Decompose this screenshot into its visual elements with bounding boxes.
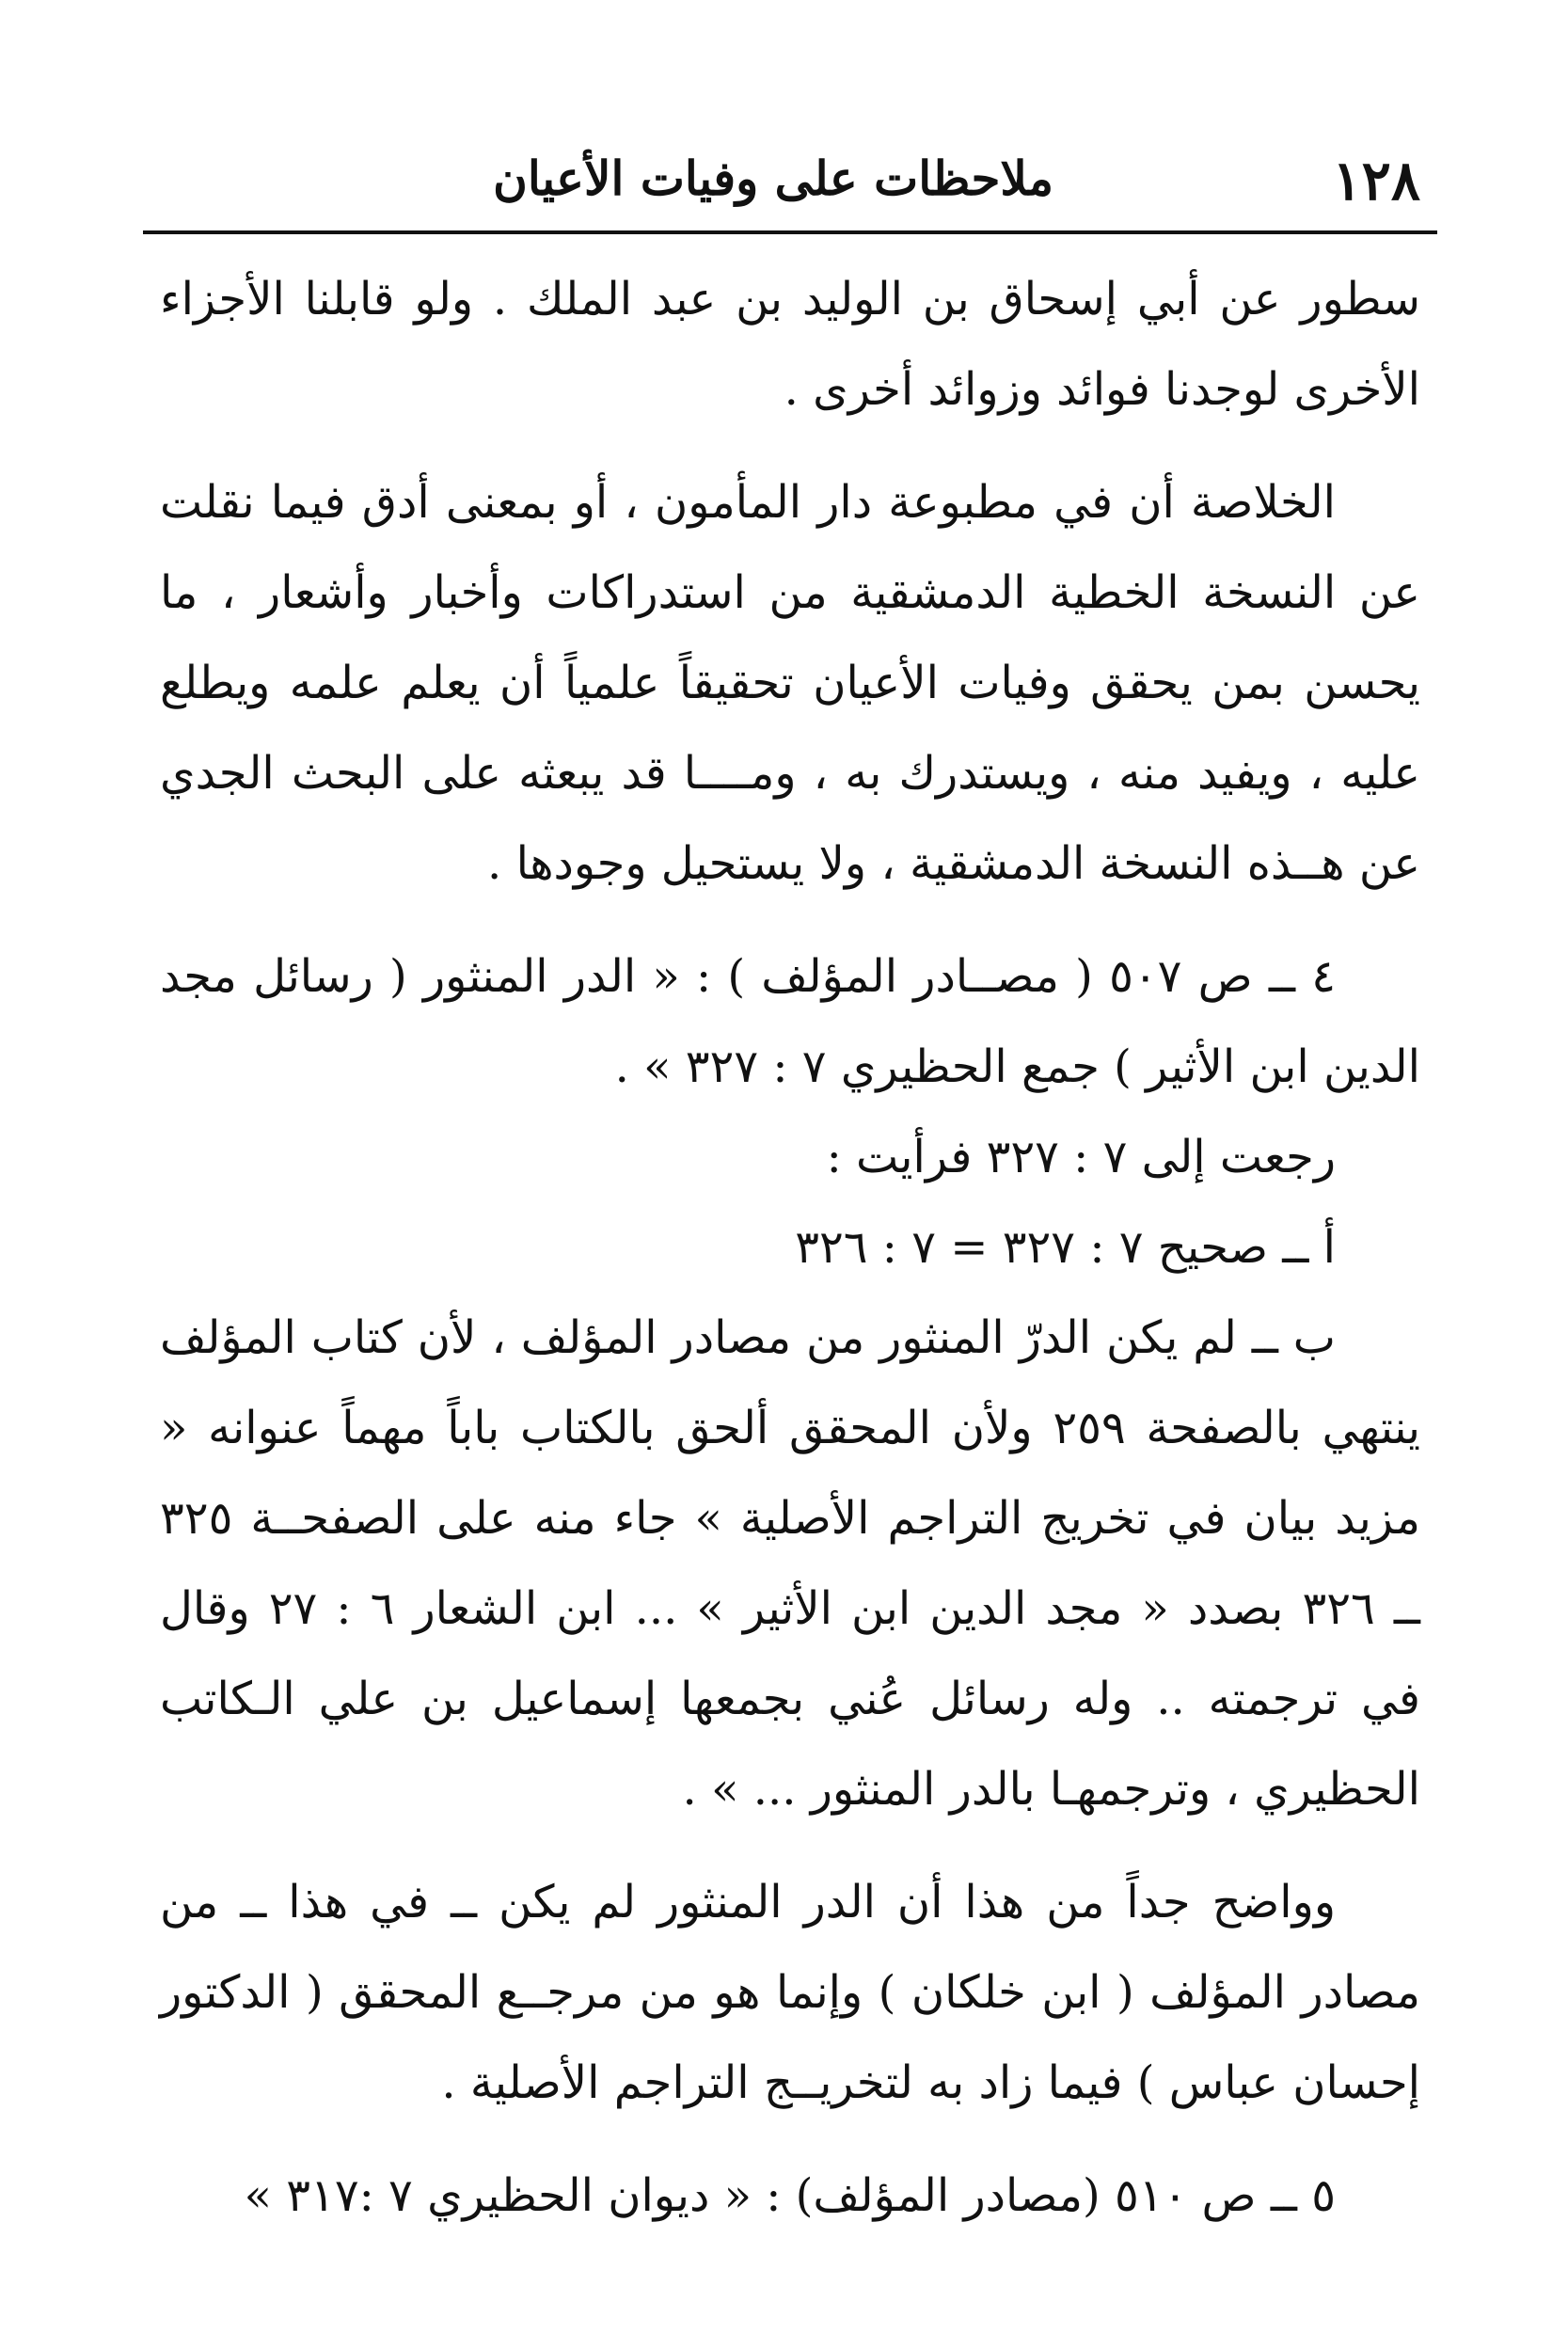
paragraph-checked: رجعت إلى ٧ : ٣٢٧ فرأيت : [826, 1131, 1336, 1183]
paragraph-note-5: ٥ ــ ص ٥١٠ (مصادر المؤلف) : « ديوان الحظيري ٧ :٣١٧ » [244, 2169, 1336, 2222]
book-page [160, 0, 1420, 2349]
page-body [160, 254, 1420, 2241]
paragraph-summary: الخلاصة أن في مطبوعة دار المأمون ، أو بمعنى أدق فيما نقلت عن النسخة الخطية الدمشقية من استدراكات وأخبار وأشعار ، ما يحسن بمن يحقق وفيات الأعيان تحقيقاً علمياً أن يعلم علمه ويطلع عليه ، ويفيد منه ، ويستدرك به ، ومــــا قد يبعثه على البحث الجدي عن هــذه النسخة الدمشقية ، ولا يستحيل وجودها . [160, 476, 1420, 890]
page-number: ١٢٨ [1332, 149, 1420, 213]
paragraph-note-4: ٤ ــ ص ٥٠٧ ( مصــادر المؤلف ) : « الدر المنثور ( رسائل مجد الدين ابن الأثير ) جمع الحظيري ٧ : ٣٢٧ » . [160, 950, 1420, 1093]
running-title: ملاحظات على وفيات الأعيان [493, 151, 1053, 206]
paragraph-conclusion: وواضح جداً من هذا أن الدر المنثور لم يكن ــ في هذا ــ من مصادر المؤلف ( ابن خلكان ) وإنما هو من مرجــع المحقق ( الدكتور إحسان عباس ) فيما زاد به لتخريــج التراجم الأصلية . [160, 1876, 1420, 2109]
paragraph-point-b: ب ــ لم يكن الدرّ المنثور من مصادر المؤلف ، لأن كتاب المؤلف ينتهي بالصفحة ٢٥٩ ولأن المحقق ألحق بالكتاب باباً مهماً عنوانه « مزيد بيان في تخريج التراجم الأصلية » جاء منه على الصفحــة ٣٢٥ ــ ٣٢٦ بصدد « مجد الدين ابن الأثير » ... ابن الشعار ٦ : ٢٧ وقال في ترجمته .. وله رسائل عُني بجمعها إسماعيل بن علي الـكاتب الحظيري ، وترجمهـا بالدر المنثور ... » . [160, 1311, 1420, 1816]
paragraph-continuation: سطور عن أبي إسحاق بن الوليد بن عبد الملك . ولو قابلنا الأجزاء الأخرى لوجدنا فوائد وزوائد أخرى . [160, 273, 1420, 416]
header-rule [143, 230, 1437, 234]
page-header [160, 141, 1420, 226]
paragraph-point-a: أ ــ صحيح ٧ : ٣٢٧ = ٧ : ٣٢٦ [795, 1221, 1336, 1274]
